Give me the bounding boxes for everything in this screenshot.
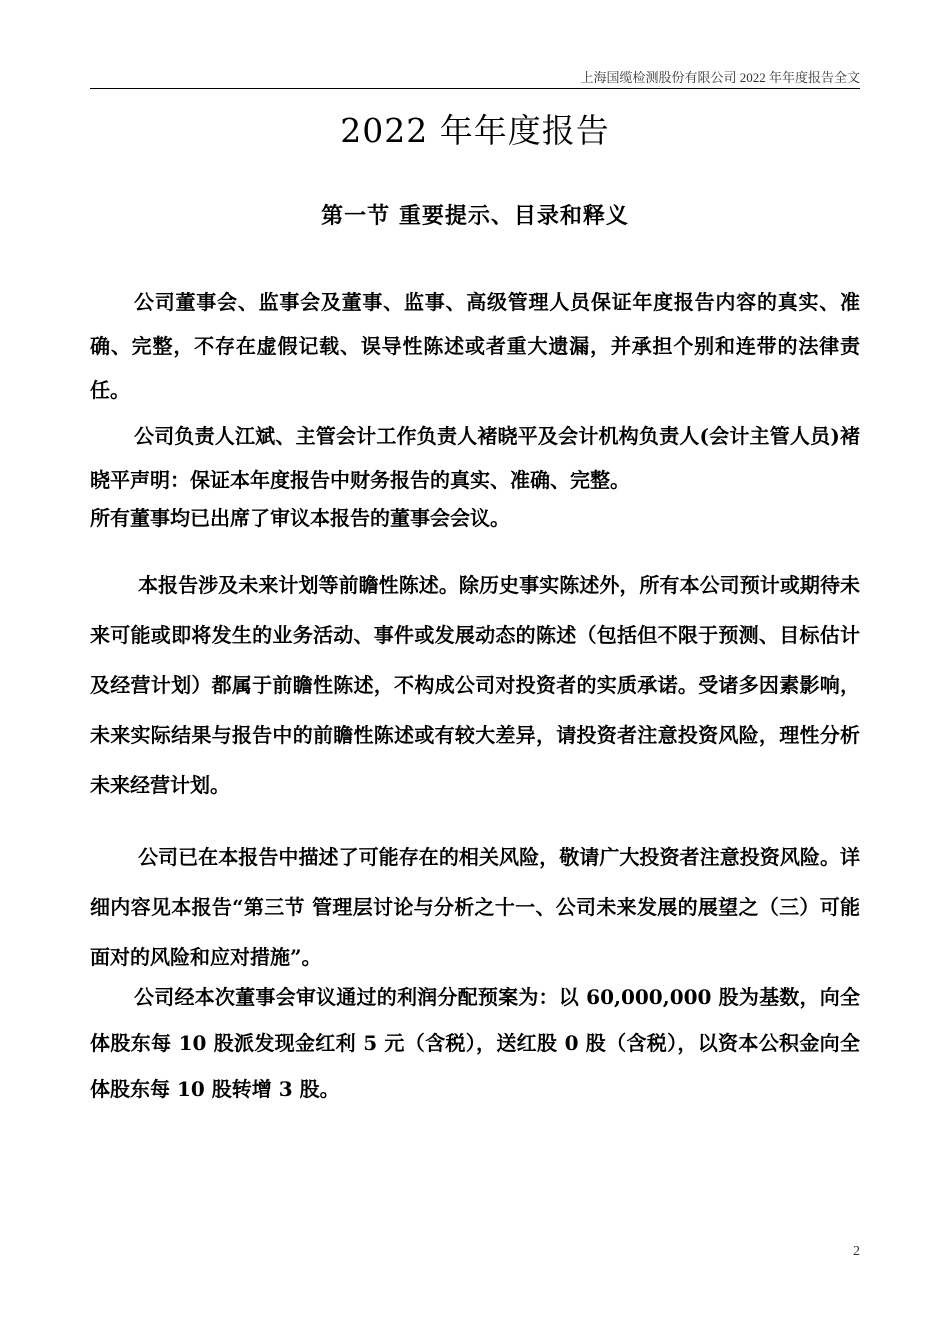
paragraph-board-guarantee: 公司董事会、监事会及董事、监事、高级管理人员保证年度报告内容的真实、准确、完整，不存在虚假记载、误导性陈述或者重大遗漏，并承担个别和连带的法律责任。 bbox=[90, 290, 860, 402]
document-title: 2022 年年度报告 bbox=[340, 111, 610, 150]
section-title: 第一节 重要提示、目录和释义 bbox=[321, 203, 629, 229]
paragraph-risk-notice: 公司已在本报告中描述了可能存在的相关风险，敬请广大投资者注意投资风险。详细内容见本报告“第三节 管理层讨论与分析之十一、公司未来发展的展望之（三）可能面对的风险和应对措施”。 bbox=[90, 845, 860, 969]
page-number: 2 bbox=[853, 1244, 860, 1259]
paragraph-responsible-persons: 公司负责人江斌、主管会计工作负责人褚晓平及会计机构负责人(会计主管人员)褚晓平声明：保证本年度报告中财务报告的真实、准确、完整。 bbox=[90, 424, 860, 492]
paragraph-forward-looking: 本报告涉及未来计划等前瞻性陈述。除历史事实陈述外，所有本公司预计或期待未来可能或即将发生的业务活动、事件或发展动态的陈述（包括但不限于预测、目标估计及经营计划）都属于前瞻性陈述，不构成公司对投资者的实质承诺。受诸多因素影响，未来实际结果与报告中的前瞻性陈述或有较大差异，请投资者注意投资风险，理性分析未来经营计划。 bbox=[90, 573, 860, 797]
paragraph-profit-distribution: 公司经本次董事会审议通过的利润分配预案为：以 60,000,000 股为基数，向全体股东每 10 股派发现金红利 5 元（含税），送红股 0 股（含税），以资本公积金向全体股东每 10 股转增 3 股。 bbox=[90, 985, 860, 1101]
running-header: 上海国缆检测股份有限公司 2022 年年度报告全文 bbox=[580, 70, 860, 85]
paragraph-attendance: 所有董事均已出席了审议本报告的董事会会议。 bbox=[90, 506, 510, 530]
header-divider bbox=[90, 88, 860, 89]
